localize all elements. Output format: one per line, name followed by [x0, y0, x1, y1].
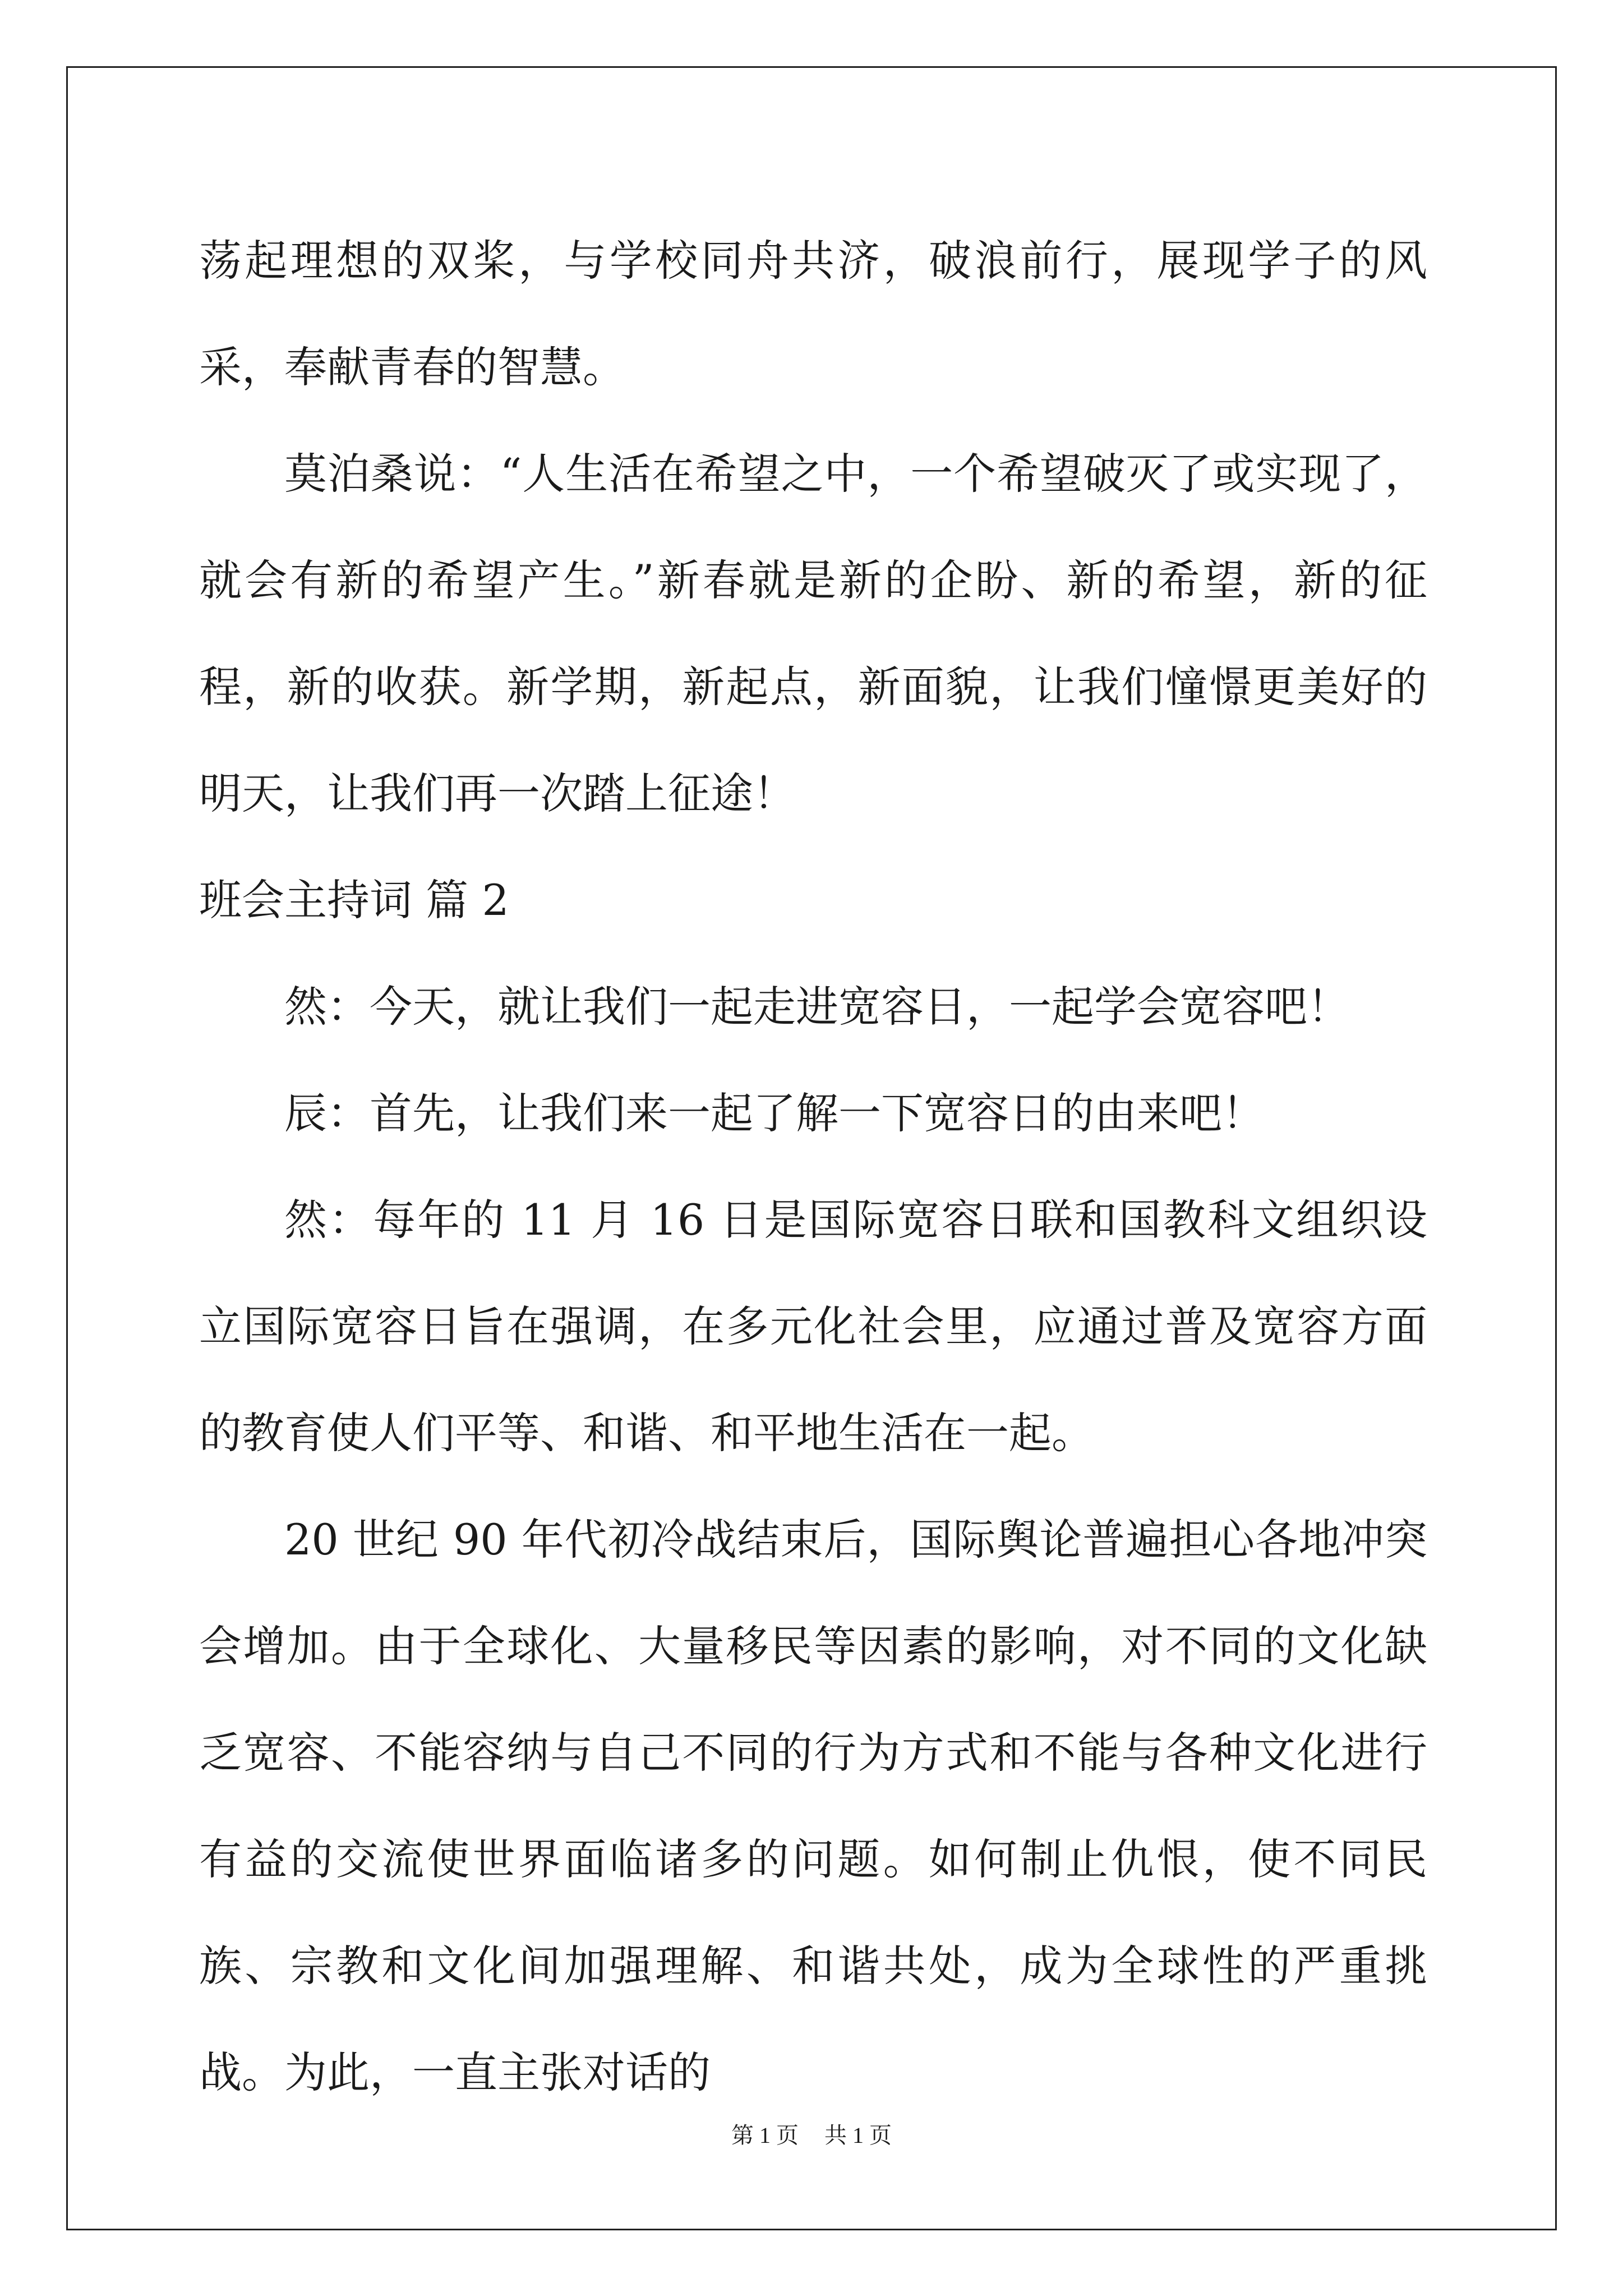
paragraph: 然：今天，就让我们一起走进宽容日，一起学会宽容吧！	[284, 982, 1350, 1032]
paragraph: 荡起理想的双桨，与学校同舟共济，破浪前行，展现学子的风采，奉献青春的智慧。	[199, 236, 1427, 392]
paragraph: 辰：首先，让我们来一起了解一下宽容日的由来吧！	[284, 1088, 1265, 1138]
section-heading: 班会主持词 篇 2	[199, 875, 509, 925]
page-total: 共 1 页	[824, 2123, 892, 2148]
page-number: 第 1 页	[731, 2123, 799, 2148]
paragraph: 然：每年的 11 月 16 日是国际宽容日联和国教科文组织设立国际宽容日旨在强调，在多元化社会里，应通过普及宽容方面的教育使人们平等、和谐、和平地生活在一起。	[199, 1195, 1427, 1458]
page-footer	[0, 2118, 1623, 2150]
document-body	[199, 208, 1427, 2126]
paragraph: 莫泊桑说：“人生活在希望之中，一个希望破灭了或实现了，就会有新的希望产生。”新春就是新的企盼、新的希望，新的征程，新的收获。新学期，新起点，新面貌，让我们憧憬更美好的明天，让我们再一次踏上征途！	[199, 449, 1427, 818]
paragraph: 20 世纪 90 年代初冷战结束后，国际舆论普遍担心各地冲突会增加。由于全球化、大量移民等因素的影响，对不同的文化缺乏宽容、不能容纳与自己不同的行为方式和不能与各种文化进行有益的交流使世界面临诸多的问题。如何制止仇恨，使不同民族、宗教和文化间加强理解、和谐共处，成为全球性的严重挑战。为此，一直主张对话的	[199, 1515, 1427, 2097]
